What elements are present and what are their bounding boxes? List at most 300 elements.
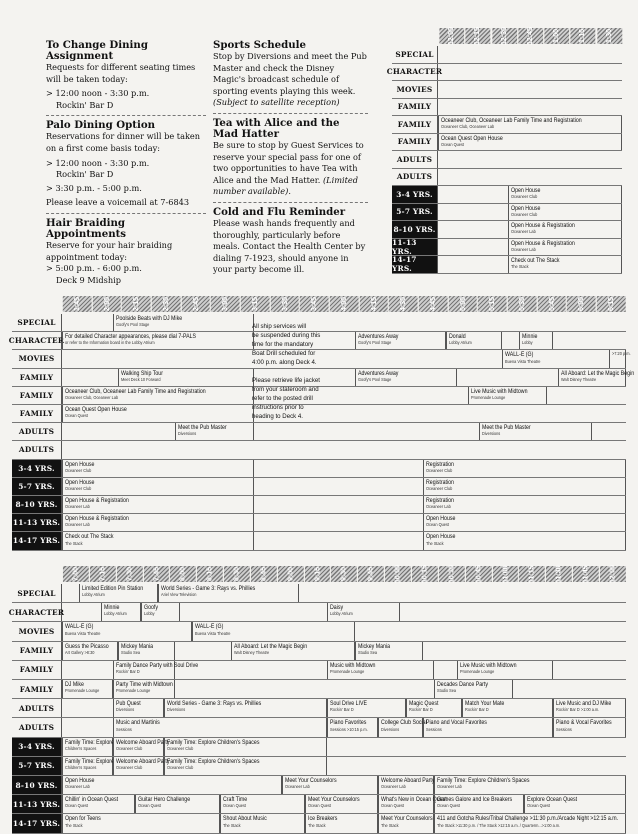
schedule-event xyxy=(406,699,462,717)
row-label: FAMILY xyxy=(12,369,62,386)
schedule-event xyxy=(79,584,158,602)
event-title: 411 and Gotcha Rules/Tribal Challenge >11:30 p.m./Arcade Night >12:15 a.m. xyxy=(437,815,619,823)
schedule-event xyxy=(502,350,631,367)
event-title: Decades Dance Party xyxy=(437,681,489,688)
row-label: FAMILY xyxy=(12,405,62,422)
schedule-event xyxy=(327,718,378,736)
event-location: Lobby xyxy=(521,340,533,346)
event-location: or refer to the Information board in the Lobby Atrium xyxy=(65,340,155,346)
row-label: 5-7 YRS. xyxy=(12,757,62,775)
time-slot-label: 3:30 xyxy=(270,296,300,312)
event-title: Oceaneer Club, Oceaneer Lab Family Time and Registration xyxy=(441,117,582,124)
info-column-middle xyxy=(213,40,368,276)
event-title: Explore Ocean Quest xyxy=(527,796,578,804)
event-title: Match Your Mate xyxy=(465,700,505,708)
event-title: Meet Your Counselors xyxy=(284,777,337,784)
event-title: Minnie xyxy=(521,333,538,341)
schedule-event xyxy=(62,532,254,549)
event-location: Diversions xyxy=(177,431,197,437)
event-location: Ocean Quest xyxy=(65,413,89,419)
schedule-row xyxy=(12,699,626,718)
palo-time-2: > 3:30 p.m. - 5:00 p.m. xyxy=(46,182,142,193)
notice-line: be suspended during this xyxy=(252,332,321,339)
event-location: Rockin' Bar D xyxy=(115,669,140,674)
row-label: SPECIAL xyxy=(12,584,62,602)
time-slot-label: 5:30 xyxy=(507,296,537,312)
event-title: Welcome Aboard Party xyxy=(115,738,170,746)
row-label: ADULTS xyxy=(12,699,62,717)
event-location: Oceaneer Club xyxy=(65,467,92,473)
event-title: Piano & Vocal Favorites xyxy=(555,719,612,727)
event-title: College Club Social xyxy=(380,719,427,727)
time-slot-label: 6:00 xyxy=(566,296,596,312)
schedule-row xyxy=(12,795,626,814)
palo-body: Reservations for dinner will be taken on a first come basis today: xyxy=(46,131,201,153)
schedule-event xyxy=(553,718,626,736)
schedule-event xyxy=(519,332,553,349)
event-title: Open House xyxy=(425,533,456,541)
hair-title: Hair Braiding Appointments xyxy=(46,216,127,240)
time-slot-label: 5:45 xyxy=(537,296,567,312)
event-location: Ocean Quest xyxy=(425,522,449,528)
time-slot-label: 12:30 xyxy=(491,28,517,44)
time-slot-label: 6:15 xyxy=(596,296,626,312)
schedule-event xyxy=(553,699,626,717)
schedule-row xyxy=(12,661,626,680)
schedule-row xyxy=(12,718,626,737)
schedule-row xyxy=(12,757,626,776)
event-location: Lobby Atrium xyxy=(330,611,353,617)
schedule-row xyxy=(12,622,626,641)
schedule-event xyxy=(220,814,305,832)
schedule-event xyxy=(62,738,113,756)
time-slot-label: 2:45 xyxy=(181,296,211,312)
event-location: Buena Vista Theatre xyxy=(65,630,101,636)
event-location: Studio Sea xyxy=(121,649,141,655)
event-location: Rockin' Bar D xyxy=(330,707,354,713)
schedule-event xyxy=(113,314,254,331)
schedule-event xyxy=(192,622,356,640)
schedule-row xyxy=(392,151,622,169)
time-slot-label: 8:15 xyxy=(196,566,223,582)
boat-drill-notice xyxy=(252,322,320,421)
dining-body: Requests for different seating times will be taken today: xyxy=(46,62,196,84)
row-label: 3-4 YRS. xyxy=(12,460,62,477)
event-location: Ocean Quest xyxy=(307,803,331,809)
event-location: Ariel View Television xyxy=(160,592,197,598)
event-title: Open for Teens xyxy=(65,815,101,823)
dining-location: Rockin' Bar D xyxy=(56,99,114,110)
event-title: Meet Your Counselors xyxy=(307,796,360,804)
event-location: The Stack xyxy=(222,822,241,828)
schedule-event xyxy=(327,603,400,621)
event-title: Adventures Away xyxy=(358,369,399,377)
schedule-event xyxy=(378,795,447,813)
time-slot-label: 1:00 xyxy=(543,28,569,44)
event-location: The Stack xyxy=(307,822,326,828)
schedule-row xyxy=(12,460,626,478)
event-title: Live Music and DJ Mike xyxy=(555,700,612,708)
schedule-event xyxy=(164,757,328,775)
event-location: Buena Vista Theatre xyxy=(194,630,231,636)
palo-voicemail: Please leave a voicemail at 7-6843 xyxy=(46,197,190,208)
row-label: 3-4 YRS. xyxy=(12,738,62,756)
notice-line: Please retrieve life jacket xyxy=(252,377,321,384)
event-location: Walt Disney Theatre xyxy=(561,376,597,382)
event-title: Soul Drive LIVE xyxy=(330,700,368,708)
schedule-event xyxy=(62,757,113,775)
event-location: Oceaneer Lab xyxy=(380,784,406,790)
time-slot-label: 3:15 xyxy=(240,296,270,312)
event-location: Lobby Atrium xyxy=(448,340,472,346)
event-title: Family Time: Explore xyxy=(65,738,114,746)
event-location: Children's Spaces xyxy=(65,765,97,770)
event-location: Oceaneer Club xyxy=(166,765,193,770)
event-location: Studio Sea xyxy=(358,649,378,655)
event-location: Diversions xyxy=(115,707,134,713)
schedule-event xyxy=(282,776,378,794)
event-title: For detailed Character appearances, please dial 7-PALS xyxy=(65,333,196,341)
event-location: Sessions >10:15 p.m. xyxy=(330,726,368,732)
hair-body: Reserve for your hair braiding appointment today: xyxy=(46,239,173,262)
schedule-event xyxy=(62,795,135,813)
event-title: Shout About Music xyxy=(222,815,267,823)
time-slot-label: 9:15 xyxy=(304,566,331,582)
row-label: FAMILY xyxy=(12,661,62,679)
schedule-event xyxy=(113,699,164,717)
event-location: Oceaneer Club xyxy=(425,486,453,491)
event-title: Mickey Mania xyxy=(358,642,391,650)
schedule-event xyxy=(378,814,434,832)
event-location: Meet Deck 10 Forward xyxy=(121,376,161,382)
row-label: CHARACTER xyxy=(12,603,62,621)
time-slot-label: 10:00 xyxy=(384,566,411,582)
event-location: Oceaneer Lab xyxy=(284,784,310,790)
event-location: Ocean Quest xyxy=(527,803,551,809)
schedule-event xyxy=(508,204,622,221)
schedule-event xyxy=(220,795,305,813)
event-location: Promenade Lounge xyxy=(471,395,506,400)
schedule-row xyxy=(386,64,622,82)
event-location: Oceaneer Club xyxy=(510,194,538,200)
time-slot-label: 2:30 xyxy=(151,296,181,312)
schedule-event xyxy=(141,603,180,621)
event-location: Studio Sea xyxy=(437,688,457,694)
row-label: FAMILY xyxy=(392,116,438,133)
event-title: Games Galore and Ice Breakers xyxy=(437,796,513,804)
event-location: Promenade Lounge xyxy=(65,688,100,694)
schedule-event xyxy=(355,642,423,660)
schedule-event xyxy=(438,134,622,151)
event-location: Oceaneer Lab xyxy=(65,504,90,510)
schedule-event xyxy=(423,478,626,495)
schedule-event xyxy=(62,776,282,794)
row-label: 11-13 YRS. xyxy=(392,239,438,256)
event-location: Sessions xyxy=(555,726,572,732)
event-title: DJ Mike xyxy=(65,681,84,688)
time-slot-label: 10:15 xyxy=(411,566,438,582)
flu-title: Cold and Flu Reminder xyxy=(213,205,346,218)
event-title: Goofy xyxy=(143,604,158,612)
row-label: FAMILY xyxy=(12,387,62,404)
schedule-event xyxy=(62,496,254,513)
notice-line: from your stateroom and xyxy=(252,386,319,393)
schedule-row xyxy=(392,116,622,134)
schedule-event xyxy=(434,776,626,794)
event-title: Check out The Stack xyxy=(510,257,560,264)
row-label: ADULTS xyxy=(392,169,438,186)
event-location: Oceaneer Club xyxy=(65,486,92,491)
event-title: Limited Edition Pin Station xyxy=(81,585,144,592)
time-slot-label: 11:30 xyxy=(545,566,572,582)
schedule-event xyxy=(508,186,622,203)
row-label: ADULTS xyxy=(12,423,62,440)
row-label: SPECIAL xyxy=(392,46,438,63)
schedule-row xyxy=(12,814,626,833)
event-location: Lobby xyxy=(143,611,155,617)
event-title: Registration xyxy=(425,460,454,468)
event-location: Oceaneer Club xyxy=(510,211,538,217)
schedule-event xyxy=(327,699,406,717)
schedule-event xyxy=(609,350,631,367)
event-location: Rockin' Bar D xyxy=(409,707,433,713)
row-label: 3-4 YRS. xyxy=(392,186,438,203)
time-slot-label: 5:00 xyxy=(448,296,478,312)
schedule-event xyxy=(113,738,170,756)
time-slot-label: 4:00 xyxy=(329,296,359,312)
event-title: Meet Your Counselors xyxy=(380,815,433,823)
event-title: Registration xyxy=(425,497,454,504)
schedule-row xyxy=(8,603,626,622)
row-label: MOVIES xyxy=(392,81,438,98)
schedule-event xyxy=(118,642,174,660)
schedule-event xyxy=(62,514,254,531)
schedule-event xyxy=(438,116,622,133)
row-label: 8-10 YRS. xyxy=(12,776,62,794)
schedule-row xyxy=(392,169,622,187)
schedule-event xyxy=(231,642,355,660)
time-slot-label: 11:45 xyxy=(572,566,599,582)
time-slot-label: 12:00 xyxy=(438,28,464,44)
event-location: Ocean Quest xyxy=(441,141,465,147)
schedule-row xyxy=(392,256,622,274)
schedule-event xyxy=(62,680,113,698)
event-location: Ocean Quest xyxy=(437,803,461,809)
time-slot-label: 7:30 xyxy=(116,566,143,582)
notice-line: Boat Drill scheduled for xyxy=(252,350,316,357)
event-title: Open House xyxy=(65,777,95,784)
schedule-event xyxy=(118,369,253,386)
time-slot-label: 9:00 xyxy=(277,566,304,582)
row-label: FAMILY xyxy=(392,134,438,151)
event-location: Promenade Lounge xyxy=(330,669,365,674)
event-title: World Series - Game 3: Rays vs. Phillies xyxy=(166,700,261,708)
event-location: Goofy's Pool Stage xyxy=(358,376,392,382)
schedule-event xyxy=(62,387,254,404)
time-slot-label: 1:45 xyxy=(62,296,92,312)
row-label: 14-17 YRS. xyxy=(12,532,62,549)
time-slot-label: 12:45 xyxy=(517,28,543,44)
time-header xyxy=(62,296,626,312)
schedule-event xyxy=(479,423,592,440)
event-location: Goofy's Pool Stage xyxy=(358,340,392,346)
notice-line: heading to Deck 4. xyxy=(252,413,304,420)
event-title: WALL-E (G) xyxy=(65,623,94,631)
schedule-event xyxy=(468,387,547,404)
time-slot-label: 1:30 xyxy=(596,28,622,44)
schedule-event xyxy=(62,814,220,832)
event-location: Oceaneer Lab xyxy=(425,504,451,510)
row-label: FAMILY xyxy=(12,680,62,698)
event-title: Party Time with Midtown xyxy=(115,681,173,688)
row-label: ADULTS xyxy=(12,441,62,458)
schedule-row xyxy=(12,642,626,661)
event-title: Open House xyxy=(425,515,456,523)
time-slot-label: 4:15 xyxy=(359,296,389,312)
schedule-event xyxy=(62,642,118,660)
event-location: Ocean Quest xyxy=(138,803,162,809)
row-label: CHARACTER xyxy=(392,64,438,81)
schedule-event xyxy=(423,496,626,513)
schedule-event xyxy=(113,718,327,736)
event-location: The Stack >11:30 p.m. / The Stack >12:15 a.m. / Quarterm...>1:00 a.m. xyxy=(437,822,561,828)
event-title: Open House & Registration xyxy=(510,222,575,229)
schedule-row xyxy=(392,46,622,64)
schedule-event xyxy=(62,460,254,477)
schedule-event xyxy=(327,661,434,679)
schedule-event xyxy=(113,757,170,775)
event-title: Welcome Aboard Party xyxy=(115,757,170,765)
schedule-event xyxy=(355,369,457,386)
schedule-row xyxy=(12,532,626,550)
event-location: Oceaneer Club, Oceaneer Lab xyxy=(441,124,495,130)
event-title: Family Time: Explore Children's Spaces xyxy=(437,777,530,784)
schedule-event xyxy=(423,532,626,549)
row-label: ADULTS xyxy=(392,151,438,168)
notice-line: refer to the posted drill xyxy=(252,395,313,402)
hair-time: > 5:00 p.m. - 6:00 p.m. xyxy=(46,263,142,274)
palo-title: Palo Dining Option xyxy=(46,119,156,132)
schedule-row xyxy=(392,239,622,257)
event-location: Diversions xyxy=(380,726,400,732)
event-title: Open House & Registration xyxy=(65,515,129,523)
event-title: Meet the Pub Master xyxy=(177,424,227,432)
time-slot-label: 8:30 xyxy=(223,566,250,582)
event-title: Minnie xyxy=(104,604,120,612)
event-title: Magic Quest xyxy=(409,700,439,708)
schedule-event xyxy=(423,514,626,531)
row-label: ADULTS xyxy=(12,718,62,736)
event-title: Adventures Away xyxy=(358,333,399,341)
schedule-row xyxy=(392,81,622,99)
palo-time-1: > 12:00 noon - 3:30 p.m. xyxy=(46,157,150,168)
event-location: Ocean Quest xyxy=(65,803,89,809)
event-title: WALL-E (G) xyxy=(194,623,224,631)
event-location: >7:20 p.m. xyxy=(612,351,631,357)
event-title: Family Time: Explore xyxy=(65,757,114,765)
schedule-event xyxy=(508,239,622,256)
time-slot-label: 4:45 xyxy=(418,296,448,312)
event-title: Piano Favorites xyxy=(330,719,367,727)
event-title: Live Music with Midtown xyxy=(471,387,528,395)
notice-line: instructions prior to xyxy=(252,404,304,411)
schedule-event xyxy=(62,405,254,422)
event-location: Diversions xyxy=(482,431,501,437)
event-title: Open House xyxy=(65,478,95,486)
time-slot-label: 7:15 xyxy=(89,566,116,582)
row-label: FAMILY xyxy=(392,99,438,116)
event-title: Chillin' in Ocean Quest xyxy=(65,796,119,804)
time-slot-label: 2:15 xyxy=(121,296,151,312)
schedule-row xyxy=(12,496,626,514)
schedule-event xyxy=(457,661,553,679)
event-title: Music and Martinis xyxy=(115,719,160,727)
schedule-event xyxy=(434,795,524,813)
event-title: Daisy xyxy=(330,604,344,612)
time-slot-label: 10:45 xyxy=(465,566,492,582)
event-location: Oceaneer Club xyxy=(425,467,453,473)
time-header xyxy=(438,28,622,44)
notice-line xyxy=(252,367,320,376)
event-location: Oceaneer Lab xyxy=(510,229,536,235)
event-location: Oceaneer Lab xyxy=(65,522,90,528)
time-slot-label: 9:45 xyxy=(357,566,384,582)
schedule-event xyxy=(135,795,220,813)
time-slot-label: 7:45 xyxy=(143,566,170,582)
event-location: Lobby Atrium xyxy=(81,592,105,598)
notice-line: time for the mandatory xyxy=(252,341,314,348)
event-location: Rockin' Bar D xyxy=(465,707,490,713)
row-label: FAMILY xyxy=(12,642,62,660)
notice-line: 4:00 p.m. along Deck 4. xyxy=(252,359,317,366)
schedule-event xyxy=(113,661,198,679)
info-column-left xyxy=(46,40,206,286)
row-label: MOVIES xyxy=(12,622,62,640)
event-location: Oceaneer Lab xyxy=(437,784,462,790)
schedule-event xyxy=(305,795,378,813)
event-location: Oceaneer Club xyxy=(166,745,193,751)
event-location: Oceaneer Lab xyxy=(510,246,536,252)
event-location: Goofy's Pool Stage xyxy=(115,322,150,328)
event-location: Sessions xyxy=(115,726,132,732)
event-title: Mickey Mania xyxy=(121,642,154,650)
time-header xyxy=(62,566,626,582)
event-location: Walt Disney Theatre xyxy=(234,649,270,655)
event-title: Open House xyxy=(65,460,95,468)
schedule-event xyxy=(113,680,175,698)
event-title: Donald xyxy=(448,333,466,341)
time-slot-label: 11:15 xyxy=(518,566,545,582)
event-location: Promenade Lounge xyxy=(115,688,151,694)
event-location: Promenade Lounge xyxy=(459,669,495,674)
event-title: What's New in Ocean Quest xyxy=(380,796,447,804)
event-location: Lobby Atrium xyxy=(104,611,128,617)
time-slot-label: 5:15 xyxy=(477,296,507,312)
event-location: The Stack xyxy=(65,822,83,828)
event-title: Guess the Picasso xyxy=(65,642,109,650)
event-title: Open House & Registration xyxy=(65,497,129,504)
schedule-row xyxy=(12,441,626,459)
dining-time: > 12:00 noon - 3:30 p.m. xyxy=(46,88,150,99)
row-label: 8-10 YRS. xyxy=(392,221,438,238)
flu-body: Please wash hands frequently and thoroughly, particularly before meals. Contact the Health Center by dialing 7-1923, should anyone in your party become ill. xyxy=(213,217,366,275)
hair-location: Deck 9 Midship xyxy=(56,274,121,285)
schedule-row xyxy=(12,423,626,441)
schedule-event xyxy=(101,603,140,621)
time-slot-label: 1:15 xyxy=(569,28,595,44)
time-slot-label: 7:00 xyxy=(62,566,89,582)
event-location: Ocean Quest xyxy=(380,803,404,809)
